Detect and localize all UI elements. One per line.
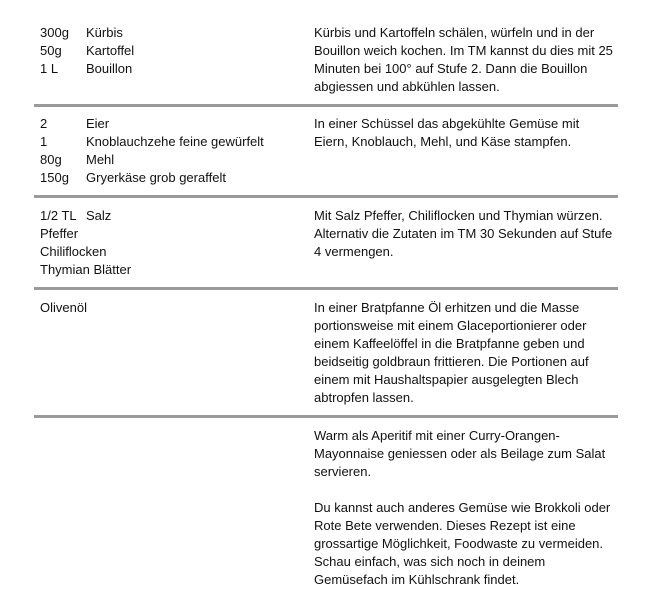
instruction-text [314, 24, 618, 96]
recipe-step [34, 198, 618, 290]
instruction-paragraph: Du kannst auch anderes Gemüse wie Brokkoli oder Rote Bete verwenden. Dieses Rezept ist eine grossartige Möglichkeit, Foodwaste zu vermeiden. Schau einfach, was sich noch in deinem Gemüsefach im Kühlschrank findet. [314, 500, 611, 587]
ingredient-name: Eier [86, 116, 110, 131]
ingredient-row [40, 261, 314, 279]
ingredient-name: Pfeffer [40, 226, 79, 241]
instruction-text [314, 299, 618, 407]
recipe-table [34, 24, 618, 589]
instruction-paragraph: Kürbis und Kartoffeln schälen, würfeln und in der Bouillon weich kochen. Im TM kannst du dies mit 25 Minuten bei 100° auf Stufe 2. Dann die Bouillon abgiessen und abkühlen lassen. [314, 25, 613, 94]
ingredient-list [34, 115, 314, 187]
ingredient-row [40, 169, 314, 187]
ingredient-name: Salz [86, 208, 112, 223]
ingredient-list [34, 427, 314, 589]
instruction-text [314, 427, 618, 589]
ingredient-name: Kürbis [86, 25, 123, 40]
ingredient-name: Chiliflocken [40, 244, 107, 259]
instruction-paragraph: In einer Bratpfanne Öl erhitzen und die Masse portionsweise mit einem Glaceportionierer oder einem Kaffeelöffel in die Bratpfanne geben und beidseitig goldbraun frittieren. Die Portionen auf einem mit Haushaltspapier ausgelegten Blech abtropfen lassen. [314, 300, 589, 405]
ingredient-name: Gryerkäse grob geraffelt [86, 170, 226, 185]
ingredient-quantity: 50g [40, 43, 62, 58]
recipe-step [34, 107, 618, 198]
ingredient-list [34, 207, 314, 279]
ingredient-row [40, 225, 314, 243]
ingredient-name: Thymian Blätter [40, 262, 132, 277]
recipe-step [34, 418, 618, 589]
ingredient-row [40, 151, 314, 169]
ingredient-row [40, 42, 314, 60]
ingredient-quantity: 1 L [40, 61, 59, 76]
ingredient-quantity: 2 [40, 116, 48, 131]
ingredient-row [40, 60, 314, 78]
ingredient-row [40, 243, 314, 261]
ingredient-row [40, 207, 314, 225]
ingredient-quantity: 80g [40, 152, 62, 167]
ingredient-quantity: 1/2 TL [40, 208, 77, 223]
ingredient-row [40, 115, 314, 133]
ingredient-list [34, 299, 314, 407]
recipe-step [34, 290, 618, 418]
instruction-text [314, 207, 618, 279]
ingredient-name: Mehl [86, 152, 115, 167]
ingredient-quantity: 1 [40, 134, 48, 149]
ingredient-name: Kartoffel [86, 43, 135, 58]
ingredient-name: Olivenöl [40, 300, 87, 315]
recipe-step [34, 24, 618, 107]
ingredient-quantity: 300g [40, 25, 69, 40]
ingredient-row [40, 24, 314, 42]
instruction-paragraph: Mit Salz Pfeffer, Chiliflocken und Thymian würzen. Alternativ die Zutaten im TM 30 Sekunden auf Stufe 4 vermengen. [314, 208, 613, 259]
ingredient-name: Bouillon [86, 61, 133, 76]
ingredient-list [34, 24, 314, 96]
ingredient-row [40, 133, 314, 151]
ingredient-name: Knoblauchzehe feine gewürfelt [86, 134, 264, 149]
instruction-text [314, 115, 618, 187]
ingredient-quantity: 150g [40, 170, 69, 185]
ingredient-row [40, 299, 314, 317]
instruction-paragraph: In einer Schüssel das abgekühlte Gemüse mit Eiern, Knoblauch, Mehl, und Käse stampfen. [314, 116, 580, 149]
instruction-paragraph: Warm als Aperitif mit einer Curry-Orangen-Mayonnaise geniessen oder als Beilage zum Salat servieren. [314, 428, 606, 479]
